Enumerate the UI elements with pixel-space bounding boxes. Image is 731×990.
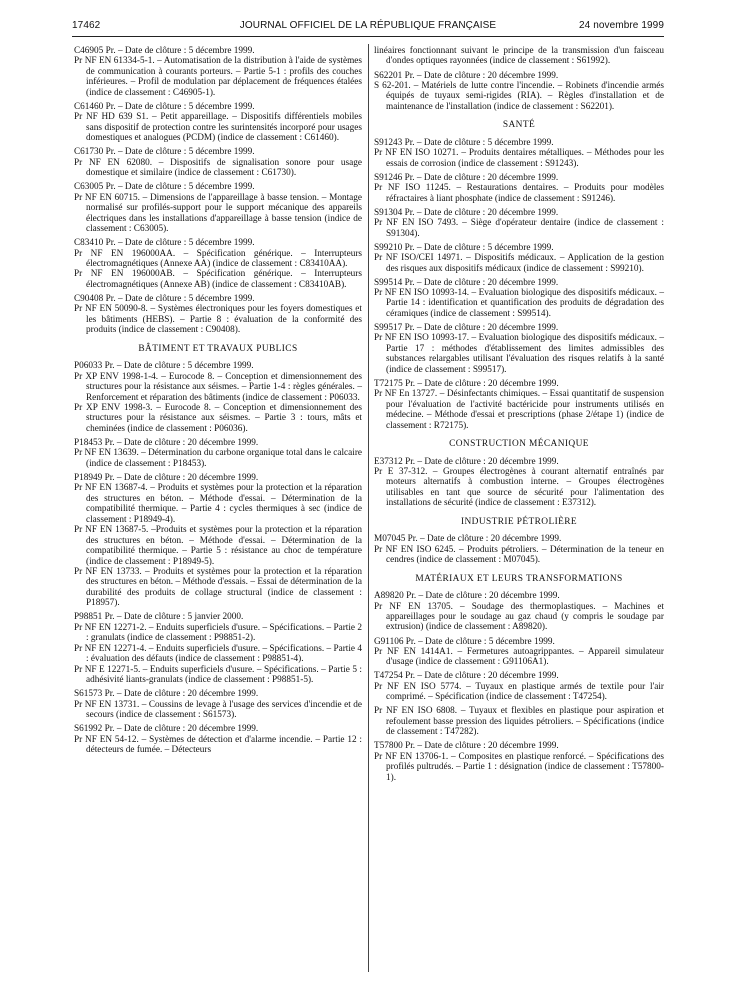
closing-date-line: T57800 Pr. – Date de clôture : 20 décembre 1999. <box>374 741 559 752</box>
closing-date-line: S91243 Pr. – Date de clôture : 5 décembre 1999. <box>374 137 554 148</box>
standard-line: Pr NF EN 60715. – Dimensions de l'appareillage à basse tension. – Montage normalisé sur profilés-support pour le support mécanique des appareils électriques dans les installations d'appareillage à basse tension (indice de classement : C63005). <box>74 192 362 235</box>
standard-line: Pr NF ISO 11245. – Restaurations dentaires. – Produits pour modèles réfractaires à liant phosphate (indice de classement : S91246). <box>374 183 664 204</box>
standard-entry <box>374 671 664 702</box>
standard-entry <box>374 278 664 320</box>
standard-line: Pr NF EN ISO 10993-14. – Evaluation biologique des dispositifs médicaux. – Partie 14 : identification et quantification des produits de dégradation des céramiques (indice de classement : S99514). <box>374 288 664 319</box>
standard-line: Pr NF EN 196000AA. – Spécification générique. – Interrupteurs électromagnétiques (Annexe AA) (indice de classement : C83410AA). <box>74 248 362 269</box>
standard-entry <box>74 612 362 685</box>
standard-line: Pr NF EN 13687-5. –Produits et systèmes pour la protection et la réparation des structures en béton. – Méthode d'essai. – Détermination de la compatibilité thermique. – Partie 5 : résistance au choc de température (indice de classement : P18949-5). <box>74 525 362 567</box>
section-heading: MATÉRIAUX ET LEURS TRANSFORMATIONS <box>415 573 623 584</box>
closing-date-line: C61730 Pr. – Date de clôture : 5 décembre 1999. <box>74 147 255 158</box>
standard-line: Pr NF EN 13705. – Soudage des thermoplastiques. – Machines et appareillages pour le soudage au gaz chaud (y compris le soudage par extrusion) (indice de classement : A89820). <box>374 601 664 633</box>
standard-entry <box>374 208 664 239</box>
closing-date-line: M07045 Pr. – Date de clôture : 20 décembre 1999. <box>374 534 562 545</box>
running-header <box>72 20 664 36</box>
standard-entry <box>74 473 362 609</box>
closing-date-line: S62201 Pr. – Date de clôture : 20 décembre 1999. <box>374 70 559 81</box>
standard-line: Pr NF EN 12271-2. – Enduits superficiels d'usure. – Spécifications. – Partie 2 : granulats (indice de classement : P98851-2). <box>74 622 362 644</box>
closing-date-line: C61460 Pr. – Date de clôture : 5 décembre 1999. <box>74 101 255 112</box>
standard-line: Pr NF EN 61334-5-1. – Automatisation de la distribution à l'aide de systèmes de communication à courants porteurs. – Partie 5-1 : profils des couches inférieures. – Profil de modulation par déplacement de fréquences étalées (indice de classement : C46905-1). <box>74 56 362 98</box>
closing-date-line: P18949 Pr. – Date de clôture : 20 décembre 1999. <box>74 472 259 483</box>
journal-title: JOURNAL OFFICIEL DE LA RÉPUBLIQUE FRANÇAISE <box>239 20 497 31</box>
standard-entry <box>374 741 664 783</box>
section-heading: INDUSTRIE PÉTROLIÈRE <box>460 516 578 527</box>
standard-entry <box>374 138 664 169</box>
right-column <box>374 46 664 787</box>
standard-entry <box>74 238 362 290</box>
standard-line: Pr NF EN ISO 5774. – Tuyaux en plastique armés de textile pour l'air comprimé. – Spécification (indice de classement : T47254). <box>374 681 664 703</box>
standard-line: Pr NF EN ISO 10993-17. – Evaluation biologique des dispositifs médicaux. – Partie 17 : méthodes d'établissement des limites admissibles des substances relargables utilisant l'évaluation des risques relatifs à la santé (indice de classement : S99517). <box>374 333 664 375</box>
standard-line: Pr NF EN 54-12. – Systèmes de détection et d'alarme incendie. – Partie 12 : détecteurs de fumée. – Détecteurs <box>74 734 362 756</box>
closing-date-line: S99514 Pr. – Date de clôture : 20 décembre 1999. <box>374 277 559 288</box>
standard-line: Pr NF EN 1414A1. – Fermetures autoagrippantes. – Appareil simulateur d'usage (indice de classement : G91106A1). <box>374 646 664 668</box>
standard-entry <box>74 689 362 720</box>
standard-line: Pr NF EN 13687-4. – Produits et systèmes pour la protection et la réparation des structures en béton. – Méthode d'essai. – Détermination de la compatibilité thermique. – Partie 4 : cycles thermiques à sec (indice de classement : P18949-4). <box>74 483 362 525</box>
standard-entry <box>74 147 362 178</box>
closing-date-line: S61992 Pr. – Date de clôture : 20 décembre 1999. <box>74 724 259 735</box>
standard-entry <box>74 182 362 234</box>
standard-entry <box>74 294 362 336</box>
standard-line: Pr NF EN 50090-8. – Systèmes électroniques pour les foyers domestiques et les bâtiments (HEBS). – Partie 8 : évaluation de la conformité des produits (indice de classement : C90408). <box>74 304 362 336</box>
section-heading: SANTÉ <box>502 120 536 131</box>
standard-line: Pr NF En 13727. – Désinfectants chimiques. – Essai quantitatif de suspension pour l'évaluation de l'activité bactéricide pour instruments utilisés en médecine. – Méthode d'essai et prescriptions (phase 2/étape 1) (indice de classement : R72175). <box>374 389 664 431</box>
closing-date-line: S91304 Pr. – Date de clôture : 20 décembre 1999. <box>374 207 559 218</box>
standard-entry <box>374 637 664 668</box>
standard-line: Pr NF EN ISO 10271. – Produits dentaires métalliques. – Méthodes pour les essais de corrosion (indice de classement : S91243). <box>374 148 664 169</box>
standard-entry <box>374 706 664 737</box>
closing-date-line: C63005 Pr. – Date de clôture : 5 décembre 1999. <box>74 182 255 193</box>
closing-date-line: S99210 Pr. – Date de clôture : 5 décembre 1999. <box>374 242 554 253</box>
standard-entry <box>374 243 664 274</box>
issue-date: 24 novembre 1999 <box>579 20 664 31</box>
standard-line: Pr NF EN 13639. – Détermination du carbone organique total dans le calcaire (indice de classement : P18453). <box>74 448 362 469</box>
standard-entry <box>74 361 362 434</box>
page-number: 17462 <box>72 20 101 31</box>
closing-date-line: G91106 Pr. – Date de clôture : 5 décembre 1999. <box>374 636 555 647</box>
closing-date-line: P18453 Pr. – Date de clôture : 20 décembre 1999. <box>74 437 259 448</box>
closing-date-line: T47254 Pr. – Date de clôture : 20 décembre 1999. <box>374 671 559 682</box>
standard-line: Pr NF EN 13731. – Coussins de levage à l'usage des services d'incendie et de secours (indice de classement : S61573). <box>74 699 362 721</box>
standard-entry <box>74 102 362 144</box>
standard-line: Pr NF EN 13706-1. – Composites en plastique renforcé. – Spécifications des profilés pultrudés. – Partie 1 : désignation (indice de classement : T57800-1). <box>374 751 664 783</box>
standard-entry <box>374 323 664 375</box>
standard-entry <box>374 71 664 113</box>
standard-entry <box>374 457 664 509</box>
closing-date-line: S99517 Pr. – Date de clôture : 20 décembre 1999. <box>374 322 559 333</box>
section-heading: CONSTRUCTION MÉCANIQUE <box>449 439 589 450</box>
closing-date-line: P06033 Pr. – Date de clôture : 5 décembre 1999. <box>74 361 254 372</box>
standard-line: Pr NF EN ISO 6245. – Produits pétroliers. – Détermination de la teneur en cendres (indice de classement : M07045). <box>374 544 664 566</box>
standard-line: Pr NF EN 13733. – Produits et systèmes pour la protection et la réparation des structures en béton. – Méthode d'essais. – Essai de détermination de la durabilité des produits de collage structural (indice de classement : P18957). <box>74 567 362 609</box>
closing-date-line: C90408 Pr. – Date de clôture : 5 décembre 1999. <box>74 293 255 304</box>
standard-entry <box>74 724 362 755</box>
closing-date-line: C83410 Pr. – Date de clôture : 5 décembre 1999. <box>74 238 255 249</box>
standard-line: Pr NF EN 12271-4. – Enduits superficiels d'usure. – Spécifications. – Partie 4 : évaluation des défauts (indice de classement : P98851-4). <box>74 643 362 665</box>
standard-line: Pr XP ENV 1998-1-4. – Eurocode 8. – Conception et dimensionnement des structures pour la résistance aux séismes. – Partie 1-4 : règles générales. – Renforcement et réparation des bâtiments (indice de classement : P06033. <box>74 371 362 403</box>
standard-entry <box>374 173 664 204</box>
closing-date-line: S61573 Pr. – Date de clôture : 20 décembre 1999. <box>74 689 259 700</box>
standard-line: Pr NF HD 639 S1. – Petit appareillage. – Dispositifs différentiels mobiles sans dispositif de protection contre les surintensités incorporé pour usages domestiques et analogues (PCDM) (indice de classement : C61460). <box>74 112 362 144</box>
standard-line: linéaires fonctionnant suivant le principe de la transmission d'un faisceau d'ondes optiques rayonnées (indice de classement : S61992). <box>374 46 664 67</box>
closing-date-line: C46905 Pr. – Date de clôture : 5 décembre 1999. <box>74 46 255 56</box>
closing-date-line: P98851 Pr. – Date de clôture : 5 janvier 2000. <box>74 612 244 623</box>
standard-line: S 62-201. – Matériels de lutte contre l'incendie. – Robinets d'incendie armés équipés de tuyaux semi-rigides (RIA). – Règles d'installation et de maintenance de l'installation (indice de classement : S62201). <box>374 80 664 112</box>
standard-entry <box>74 438 362 469</box>
standard-line: Pr E 37-312. – Groupes électrogènes à courant alternatif entraînés par moteurs alternatifs à combustion interne. – Groupes électrogènes utilisables en tant que source de sécurité pour l'alimentation des installations de sécurité (indice de classement : E37312). <box>374 467 664 509</box>
standard-line: Pr NF ISO/CEI 14971. – Dispositifs médicaux. – Application de la gestion des risques aux dispositifs médicaux (indice de classement : S99210). <box>374 253 664 274</box>
standard-entry <box>374 534 664 565</box>
closing-date-line: S91246 Pr. – Date de clôture : 20 décembre 1999. <box>374 172 559 183</box>
closing-date-line: A89820 Pr. – Date de clôture : 20 décembre 1999. <box>374 591 560 602</box>
standard-line: Pr NF EN 62080. – Dispositifs de signalisation sonore pour usage domestique et similaire (indice de classement : C61730). <box>74 157 362 179</box>
standard-entry <box>374 379 664 431</box>
section-heading: BÂTIMENT ET TRAVAUX PUBLICS <box>138 343 298 354</box>
standard-line: Pr NF EN ISO 7493. – Siège d'opérateur dentaire (indice de classement : S91304). <box>374 218 664 239</box>
standard-entry <box>374 46 664 67</box>
closing-date-line: E37312 Pr. – Date de clôture : 20 décembre 1999. <box>374 456 559 467</box>
left-column <box>74 46 362 759</box>
standard-entry <box>74 46 362 98</box>
standard-line: Pr NF EN 196000AB. – Spécification générique. – Interrupteurs électromagnétiques (Annexe AB) (indice de classement : C83410AB). <box>74 269 362 290</box>
standard-line: Pr XP ENV 1998-3. – Eurocode 8. – Conception et dimensionnement des structures pour la résistance aux séismes. – Partie 3 : tours, mâts et cheminées (indice de classement : P06036). <box>74 403 362 434</box>
standard-line: Pr NF EN ISO 6808. – Tuyaux et flexibles en plastique pour aspiration et refoulement basse pression des liquides pétroliers. – Spécifications (indice de classement : T47282). <box>374 706 664 738</box>
closing-date-line: T72175 Pr. – Date de clôture : 20 décembre 1999. <box>374 378 559 389</box>
standard-entry <box>374 591 664 633</box>
standard-line: Pr NF E 12271-5. – Enduits superficiels d'usure. – Spécifications. – Partie 5 : adhésivité liants-granulats (indice de classement : P98851-5). <box>74 664 362 686</box>
header-rule <box>72 36 664 37</box>
column-divider <box>368 44 369 972</box>
